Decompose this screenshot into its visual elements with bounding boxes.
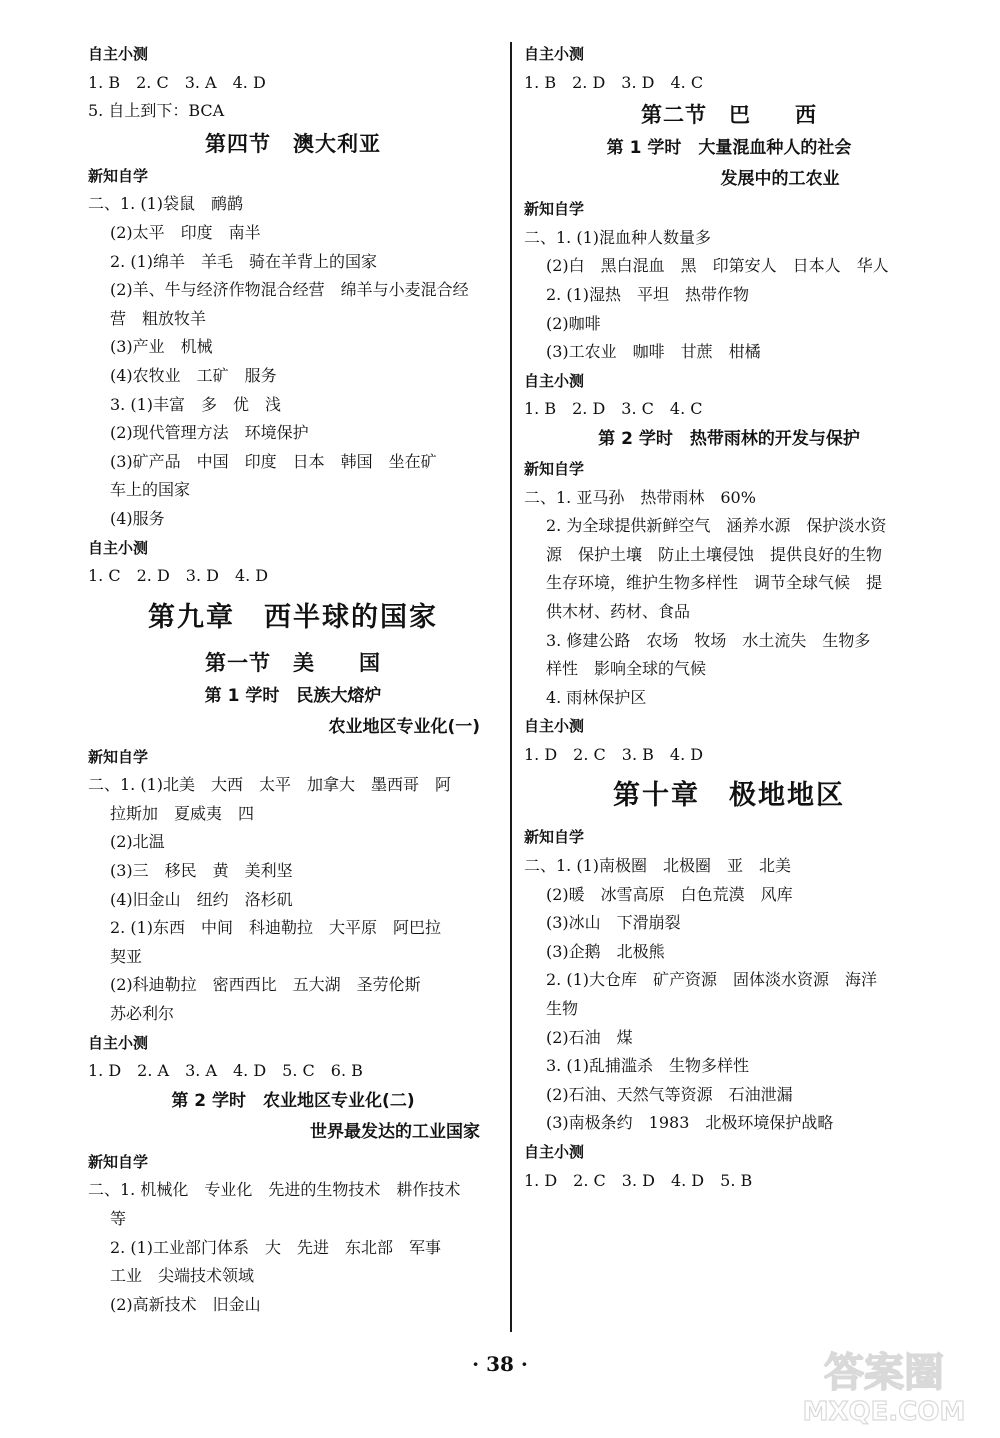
answer-line: (2)科迪勒拉 密西西比 五大湖 圣劳伦斯 [110,975,421,995]
lesson-title: 发展中的工农业 [618,169,840,190]
answer-line: (2)咖啡 [546,313,601,333]
section-title: 第一节 美 国 [205,650,381,675]
lesson-title: 第 2 学时 农业地区专业化(二) [171,1090,415,1111]
answer-line: 2. (1)工业部门体系 大 先进 东北部 军事 [110,1237,442,1257]
answer-line: (4)旧金山 纽约 洛杉矶 [110,889,293,909]
lesson-title: 第 1 学时 大量混血种人的社会 [606,138,852,159]
answer-line-continued: 拉斯加 夏威夷 四 [110,803,255,823]
answer-line-continued: 契亚 [110,946,143,966]
answer-line: (3)冰山 下滑崩裂 [546,913,681,933]
answer-line-continued: 工业 尖端技术领域 [110,1266,255,1286]
section-title: 第二节 巴 西 [641,103,817,128]
answer-line: 1. B 2. D 3. D 4. C [524,72,704,92]
answer-line: 5. 自上到下：BCA [88,101,225,121]
answer-line: 1. D 2. C 3. D 4. D 5. B [524,1170,753,1190]
answer-line: 二、1. (1)南极圈 北极圈 亚 北美 [524,856,792,876]
subheading: 新知自学 [88,1152,149,1171]
answer-line: (3)矿产品 中国 印度 日本 韩国 坐在矿 [110,451,437,471]
subheading: 新知自学 [524,200,585,219]
column-divider [510,42,512,1332]
answer-line: 2. (1)湿热 平坦 热带作物 [546,284,750,304]
answer-line-continued: 营 粗放牧羊 [110,308,207,328]
subheading: 自主小测 [88,538,149,557]
answer-line: (3)三 移民 黄 美利坚 [110,861,293,881]
answer-line: (2)暖 冰雪高原 白色荒漠 风库 [546,884,793,904]
answer-line: 1. B 2. D 3. C 4. C [524,399,703,419]
answer-line: (2)太平 印度 南半 [110,222,261,242]
watermark-logo [784,1338,984,1428]
answer-line: 3. 修建公路 农场 牧场 水土流失 生物多 [546,630,871,650]
subheading: 自主小测 [524,717,585,736]
answer-line: 2. (1)绵羊 羊毛 骑在羊背上的国家 [110,251,378,271]
answer-line: 1. B 2. C 3. A 4. D [88,72,266,92]
subheading: 自主小测 [524,1143,585,1161]
answer-line: 二、1. 亚马孙 热带雨林 60% [524,487,756,507]
answer-line: 1. D 2. C 3. B 4. D [524,744,704,764]
answer-line: (2)白 黑白混血 黑 印第安人 日本人 华人 [546,256,889,276]
page-number: · 38 · [472,1352,528,1376]
subheading: 自主小测 [524,371,585,390]
answer-line: 4. 雨林保护区 [546,687,647,707]
answer-line-continued: 车上的国家 [110,480,191,500]
svg-text:MXQE.COM: MXQE.COM [802,1397,966,1427]
right-column [524,40,934,1195]
answer-line: 二、1. (1)袋鼠 鸸鹋 [88,194,244,214]
answer-line-continued: 等 [110,1209,127,1228]
answer-line: 2. (1)东西 中间 科迪勒拉 大平原 阿巴拉 [110,918,442,938]
subheading: 自主小测 [88,45,149,63]
answer-line: 2. 为全球提供新鲜空气 涵养水源 保护淡水资 [546,516,887,536]
answer-line-continued: 生存环境，维护生物多样性 调节全球气候 提 [546,573,883,593]
answer-line: (3)工农业 咖啡 甘蔗 柑橘 [546,342,761,362]
answer-line: (2)北温 [110,832,165,852]
answer-line-continued: 生物 [546,999,579,1019]
answer-line: (4)农牧业 工矿 服务 [110,365,277,385]
answer-line-continued: 样性 影响全球的气候 [546,659,707,679]
svg-text:答案圈: 答案圈 [824,1350,944,1396]
answer-line: 2. (1)大仓库 矿产资源 固体淡水资源 海洋 [546,970,878,990]
subheading: 新知自学 [524,828,585,847]
answer-line: (2)石油、天然气等资源 石油泄漏 [546,1084,793,1104]
answer-line: 3. (1)丰富 多 优 浅 [110,394,282,414]
answer-line: 1. C 2. D 3. D 4. D [88,566,269,586]
lesson-title: 第 1 学时 民族大熔炉 [204,685,382,706]
answer-line: (2)现代管理方法 环境保护 [110,423,309,443]
answer-line-continued: 供木材、药材、食品 [546,601,691,621]
answer-line: (3)产业 机械 [110,337,213,357]
subheading: 新知自学 [88,747,149,766]
answer-line: (3)企鹅 北极熊 [546,941,665,961]
answer-line: (4)服务 [110,508,165,528]
answer-line: 二、1. (1)北美 大西 太平 加拿大 墨西哥 阿 [88,775,452,795]
subheading: 自主小测 [524,45,585,63]
answer-line: (2)高新技术 旧金山 [110,1294,261,1314]
answer-line: 1. D 2. A 3. A 4. D 5. C 6. B [88,1061,363,1081]
left-column [88,40,498,1319]
answer-line: 二、1. (1)混血种人数量多 [524,227,712,247]
answer-line: 3. (1)乱捕滥杀 生物多样性 [546,1056,750,1076]
answer-line: (2)羊、牛与经济作物混合经营 绵羊与小麦混合经 [110,280,469,300]
chapter-title: 第十章 极地地区 [613,780,845,812]
answer-line-continued: 苏必利尔 [110,1004,175,1024]
answer-line: 二、1. 机械化 专业化 先进的生物技术 耕作技术 [88,1180,461,1200]
subheading: 自主小测 [88,1033,149,1052]
subheading: 新知自学 [88,166,149,185]
lesson-title-continued: 农业地区专业化(一) [328,716,480,737]
chapter-title: 第九章 西半球的国家 [148,601,438,633]
answer-line: (3)南极条约 1983 北极环境保护战略 [546,1113,834,1133]
section-title: 第四节 澳大利亚 [205,131,381,156]
lesson-title: 第 2 学时 热带雨林的开发与保护 [598,428,860,449]
lesson-title-continued: 世界最发达的工业国家 [310,1121,480,1142]
answer-line: (2)石油 煤 [546,1027,633,1047]
subheading: 新知自学 [524,459,585,478]
answer-line-continued: 源 保护土壤 防止土壤侵蚀 提供良好的生物 [546,544,883,564]
